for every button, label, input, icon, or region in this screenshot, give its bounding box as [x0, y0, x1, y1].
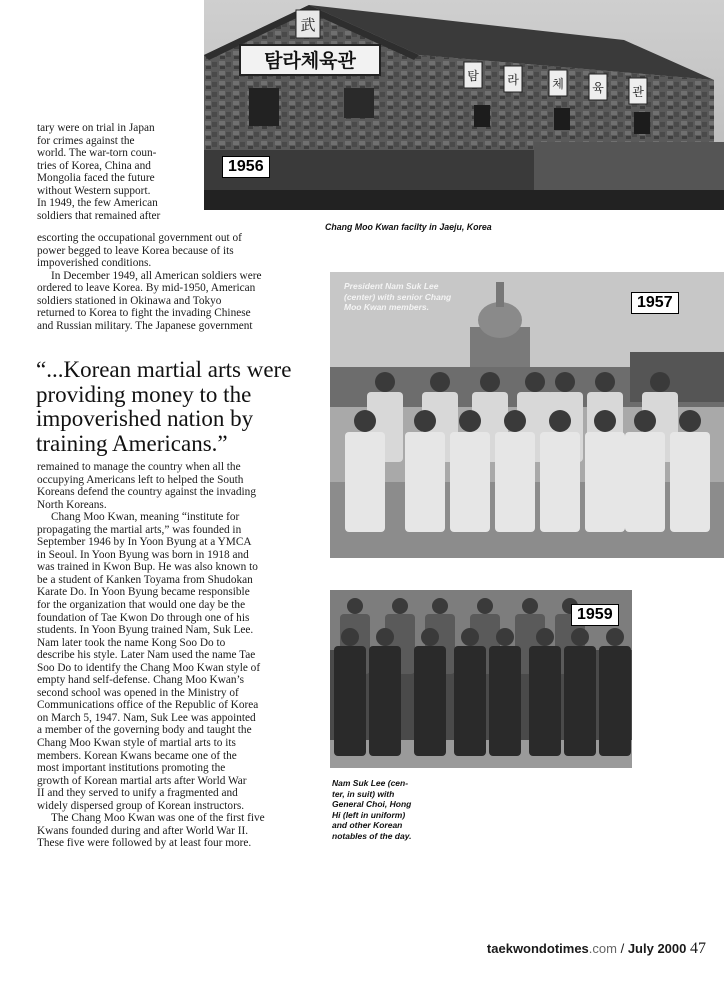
person-head	[347, 598, 363, 614]
body-text-mid	[37, 232, 327, 332]
paragraph-five-kwans	[37, 812, 329, 850]
person-figure	[670, 432, 710, 532]
line: Mongolia faced the future	[37, 172, 155, 185]
person-head	[430, 372, 450, 392]
line: ordered to leave Korea. By mid-1950, American	[37, 282, 256, 295]
caption-line: Nam Suk Lee (cen-	[332, 778, 409, 788]
person-head	[525, 372, 545, 392]
line: world. The war-torn coun-	[37, 147, 157, 160]
person-head	[496, 628, 514, 646]
photo-1957-group	[330, 272, 724, 558]
line: North Koreans.	[37, 498, 107, 511]
person-head	[504, 410, 526, 432]
line: members. Korean Kwans became one of the	[37, 749, 237, 762]
line: II and they served to unify a fragmented and	[37, 787, 238, 800]
paragraph-lines	[37, 122, 207, 222]
caption-line: Moo Kwan members.	[344, 302, 430, 312]
photo-1956-building	[204, 0, 724, 210]
line: on March 5, 1947. Nam, Suk Lee was appointed	[37, 711, 256, 724]
line: soldiers stationed in Okinawa and Tokyo	[37, 294, 222, 307]
front-sign-text: 탐라체육관	[264, 50, 356, 72]
line: without Western support.	[37, 184, 151, 197]
line: power begged to leave Korea because of its	[37, 244, 234, 257]
line: remained to manage the country when all the	[37, 461, 241, 473]
person-head	[414, 410, 436, 432]
person-head	[477, 598, 493, 614]
person-head	[555, 372, 575, 392]
person-head	[549, 410, 571, 432]
line: In December 1949, all American soldiers were	[51, 269, 262, 282]
side-sign-char: 라	[507, 73, 519, 87]
person-figure	[345, 432, 385, 532]
person-head	[375, 372, 395, 392]
caption-1959	[332, 778, 412, 841]
person-figure	[529, 646, 561, 756]
line: In 1949, the few American	[37, 197, 158, 210]
footer-separator: /	[620, 941, 625, 956]
line: and Russian military. The Japanese government	[37, 319, 253, 332]
line: Communications office of the Republic of Korea	[37, 699, 259, 712]
line: Chang Moo Kwan, meaning “institute for	[51, 511, 240, 524]
person-head	[679, 410, 701, 432]
person-figure	[564, 646, 596, 756]
line: Kwans founded during and after World War II.	[37, 824, 249, 837]
person-figure	[334, 646, 366, 756]
person-head	[594, 410, 616, 432]
person-head	[461, 628, 479, 646]
line: was trained in Kwon Bup. He was also known to	[37, 561, 258, 574]
line: tary were on trial in Japan	[37, 122, 155, 134]
side-sign-char: 체	[552, 77, 564, 91]
footer-site: taekwondotimes	[486, 941, 589, 956]
person-head	[595, 372, 615, 392]
side-sign-char: 탐	[467, 69, 479, 83]
person-head	[354, 410, 376, 432]
line: a member of the governing body and taught the	[37, 724, 252, 737]
line: Nam later took the name Kong Soo Do to	[37, 636, 226, 649]
year-badge-1957: 1957	[631, 292, 679, 314]
line: describe his style. Later Nam used the name Tae	[37, 649, 256, 662]
line: most important institutions promoting the	[37, 762, 226, 775]
line: propagating the martial arts,” was founded in	[37, 523, 242, 536]
line: widely dispersed group of Korean instructors.	[37, 799, 245, 812]
footer-issue: July 2000	[627, 941, 687, 956]
body-text-top	[37, 122, 207, 222]
line: escorting the occupational government out of	[37, 232, 242, 244]
side-sign-char: 관	[632, 85, 644, 99]
person-figure	[489, 646, 521, 756]
footer-domain: .com	[588, 941, 617, 956]
person-head	[571, 628, 589, 646]
caption-line: ter, in suit) with	[332, 788, 395, 799]
person-head	[606, 628, 624, 646]
roof-emblem: 武	[300, 16, 316, 34]
person-figure	[405, 432, 445, 532]
line: students. In Yoon Byung trained Nam, Suk Lee.	[37, 624, 254, 637]
person-figure	[414, 646, 446, 756]
side-sign-char: 육	[592, 81, 604, 95]
line: Soo Do to identify the Chang Moo Kwan style of	[37, 661, 261, 674]
line: occupying Americans left to helped the South	[37, 473, 244, 486]
caption-line: notables of the day.	[332, 830, 412, 841]
line: Chang Moo Kwan style of martial arts to its	[37, 737, 236, 750]
person-head	[536, 628, 554, 646]
person-head	[392, 598, 408, 614]
caption-line: General Choi, Hong	[332, 799, 412, 809]
person-figure	[599, 646, 631, 756]
line: tries of Korea, China and	[37, 159, 151, 172]
person-figure	[454, 646, 486, 756]
caption-line: and other Korean	[332, 820, 403, 830]
year-badge-1959: 1959	[571, 604, 619, 626]
person-figure	[450, 432, 490, 532]
person-figure	[369, 646, 401, 756]
person-figure	[495, 432, 535, 532]
page-number: 47	[690, 940, 706, 957]
person-head	[421, 628, 439, 646]
person-head	[376, 628, 394, 646]
line: growth of Korean martial arts after World War	[37, 774, 247, 787]
body-text-lower	[37, 461, 329, 850]
caption-line: (center) with senior Chang	[344, 291, 452, 302]
person-figure	[625, 432, 665, 532]
person-head	[634, 410, 656, 432]
pull-quote: “...Korean martial arts were providing money to the impoverished nation by training Americans.”	[36, 357, 292, 456]
line: for crimes against the	[37, 134, 135, 147]
page-footer	[487, 940, 706, 958]
line: foundation of Tae Kwon Do through one of his	[37, 611, 250, 624]
line: second school was opened in the Ministry of	[37, 686, 239, 699]
group-1957-illustration	[330, 272, 724, 558]
line: for the organization that would one day be the	[37, 599, 246, 612]
line: September 1946 by In Yoon Byung at a YMCA	[37, 536, 252, 549]
caption-line: Hi (left in uniform)	[332, 809, 406, 820]
line: The Chang Moo Kwan was one of the first five	[51, 812, 265, 825]
person-head	[459, 410, 481, 432]
person-figure	[540, 432, 580, 532]
person-head	[650, 372, 670, 392]
person-head	[341, 628, 359, 646]
caption-line: President Nam Suk Lee	[344, 281, 439, 291]
line: empty hand self-defense. Chang Moo Kwan’s	[37, 674, 245, 687]
line: in Seoul. In Yoon Byung was born in 1918 and	[37, 548, 249, 561]
line: These five were followed by at least four more.	[37, 837, 252, 850]
person-figure	[585, 432, 625, 532]
line: impoverished conditions.	[37, 257, 152, 270]
line: Koreans defend the country against the invading	[37, 486, 256, 499]
person-head	[522, 598, 538, 614]
building-illustration	[204, 0, 724, 210]
line: soldiers that remained after	[37, 209, 161, 222]
paragraph-chang-moo-kwan	[37, 511, 329, 812]
line: Karate Do. In Yoon Byung became responsible	[37, 586, 250, 599]
person-head	[480, 372, 500, 392]
person-head	[432, 598, 448, 614]
caption-1957	[344, 281, 451, 313]
line: be a student of Kanken Toyama from Shudokan	[37, 573, 253, 586]
caption-1956: Chang Moo Kwan facilty in Jaeju, Korea	[325, 222, 492, 232]
year-badge-1956: 1956	[222, 156, 270, 178]
line: returned to Korea to fight the invading Chinese	[37, 307, 251, 320]
